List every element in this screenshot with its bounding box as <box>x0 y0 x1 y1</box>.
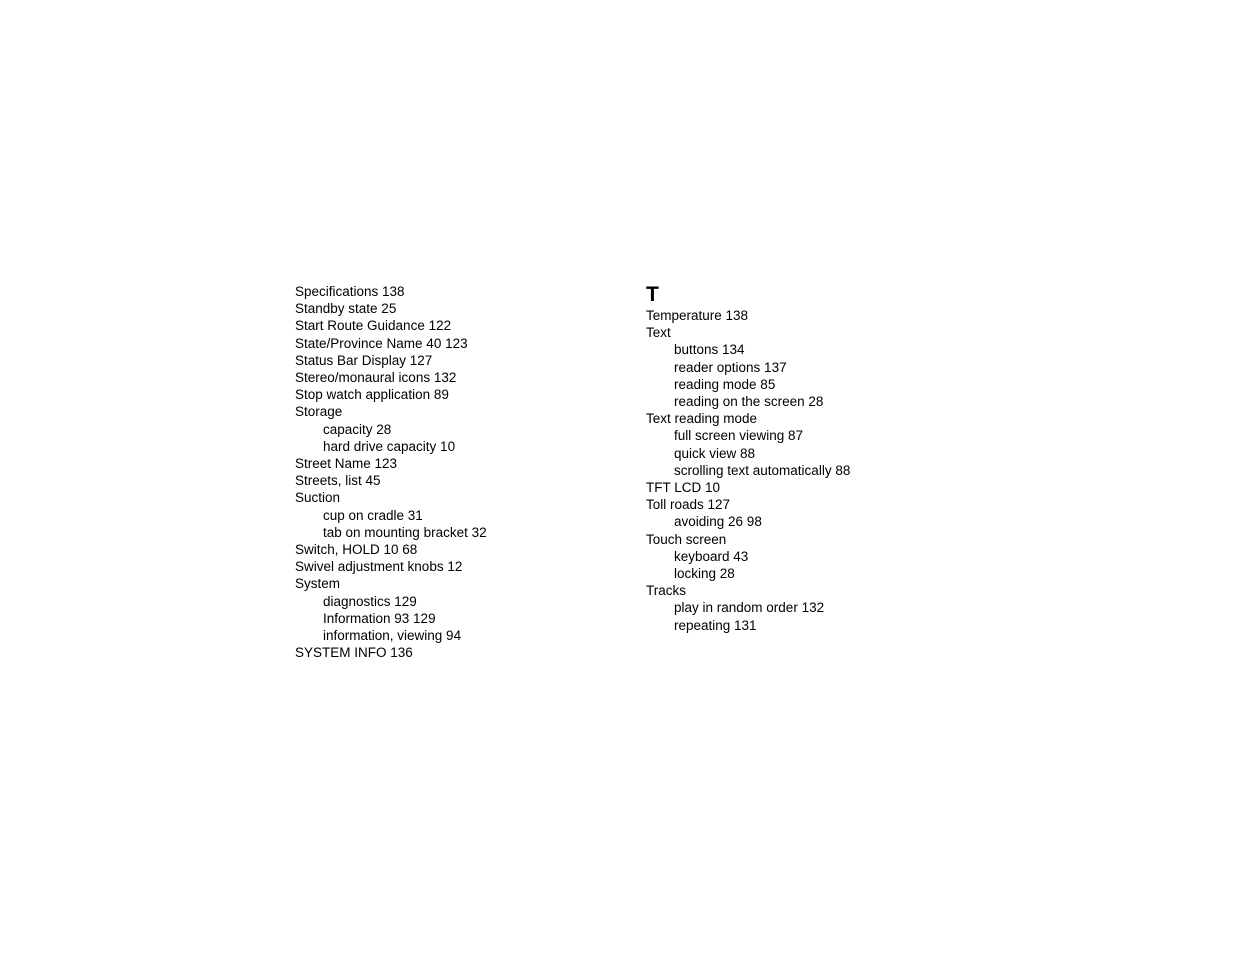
index-subentry: reader options 137 <box>674 359 787 375</box>
index-entry: Standby state 25 <box>295 301 397 317</box>
index-subentry: information, viewing 94 <box>323 628 462 644</box>
index-entry: SYSTEM INFO 136 <box>295 645 413 661</box>
index-entry: Streets, list 45 <box>295 473 381 489</box>
index-column-right <box>646 283 850 634</box>
index-subentry: scrolling text automatically 88 <box>674 462 851 478</box>
index-entry: Touch screen <box>646 531 727 547</box>
index-subentry: hard drive capacity 10 <box>323 438 456 454</box>
index-subentry: avoiding 26 98 <box>674 514 762 530</box>
index-entry: Stop watch application 89 <box>295 387 449 403</box>
index-entry: State/Province Name 40 123 <box>295 335 468 351</box>
index-subentry: reading mode 85 <box>674 376 776 392</box>
index-subentry: repeating 131 <box>674 617 757 633</box>
index-entry: TFT LCD 10 <box>646 480 721 496</box>
index-subentry: diagnostics 129 <box>323 593 417 609</box>
index-subentry: locking 28 <box>674 566 735 582</box>
index-subentry: full screen viewing 87 <box>674 428 804 444</box>
index-entry: Temperature 138 <box>646 308 749 323</box>
index-subentry: quick view 88 <box>674 445 756 461</box>
index-entries <box>646 307 850 634</box>
index-letter-heading: T <box>646 283 659 306</box>
index-entry: Suction <box>295 490 341 506</box>
index-entry: Text <box>646 325 671 341</box>
index-entry: Swivel adjustment knobs 12 <box>295 559 463 575</box>
index-subentry: capacity 28 <box>323 421 392 437</box>
index-subentry: Information 93 129 <box>323 610 436 626</box>
index-entry: System <box>295 576 341 592</box>
index-entry: Status Bar Display 127 <box>295 352 433 368</box>
index-column-left <box>295 283 487 661</box>
index-entry: Switch, HOLD 10 68 <box>295 542 418 558</box>
index-entry: Stereo/monaural icons 132 <box>295 370 457 386</box>
index-subentry: buttons 134 <box>674 342 745 358</box>
index-entry: Start Route Guidance 122 <box>295 318 452 334</box>
index-entry: Tracks <box>646 583 686 599</box>
index-entry: Specifications 138 <box>295 284 405 299</box>
index-subentry: reading on the screen 28 <box>674 394 824 410</box>
index-entry: Street Name 123 <box>295 456 398 472</box>
index-subentry: tab on mounting bracket 32 <box>323 524 487 540</box>
index-subentry: keyboard 43 <box>674 548 749 564</box>
index-entry: Toll roads 127 <box>646 497 731 513</box>
index-subentry: cup on cradle 31 <box>323 507 423 523</box>
index-subentry: play in random order 132 <box>674 600 825 616</box>
index-entry: Storage <box>295 404 343 420</box>
index-entry: Text reading mode <box>646 411 758 427</box>
